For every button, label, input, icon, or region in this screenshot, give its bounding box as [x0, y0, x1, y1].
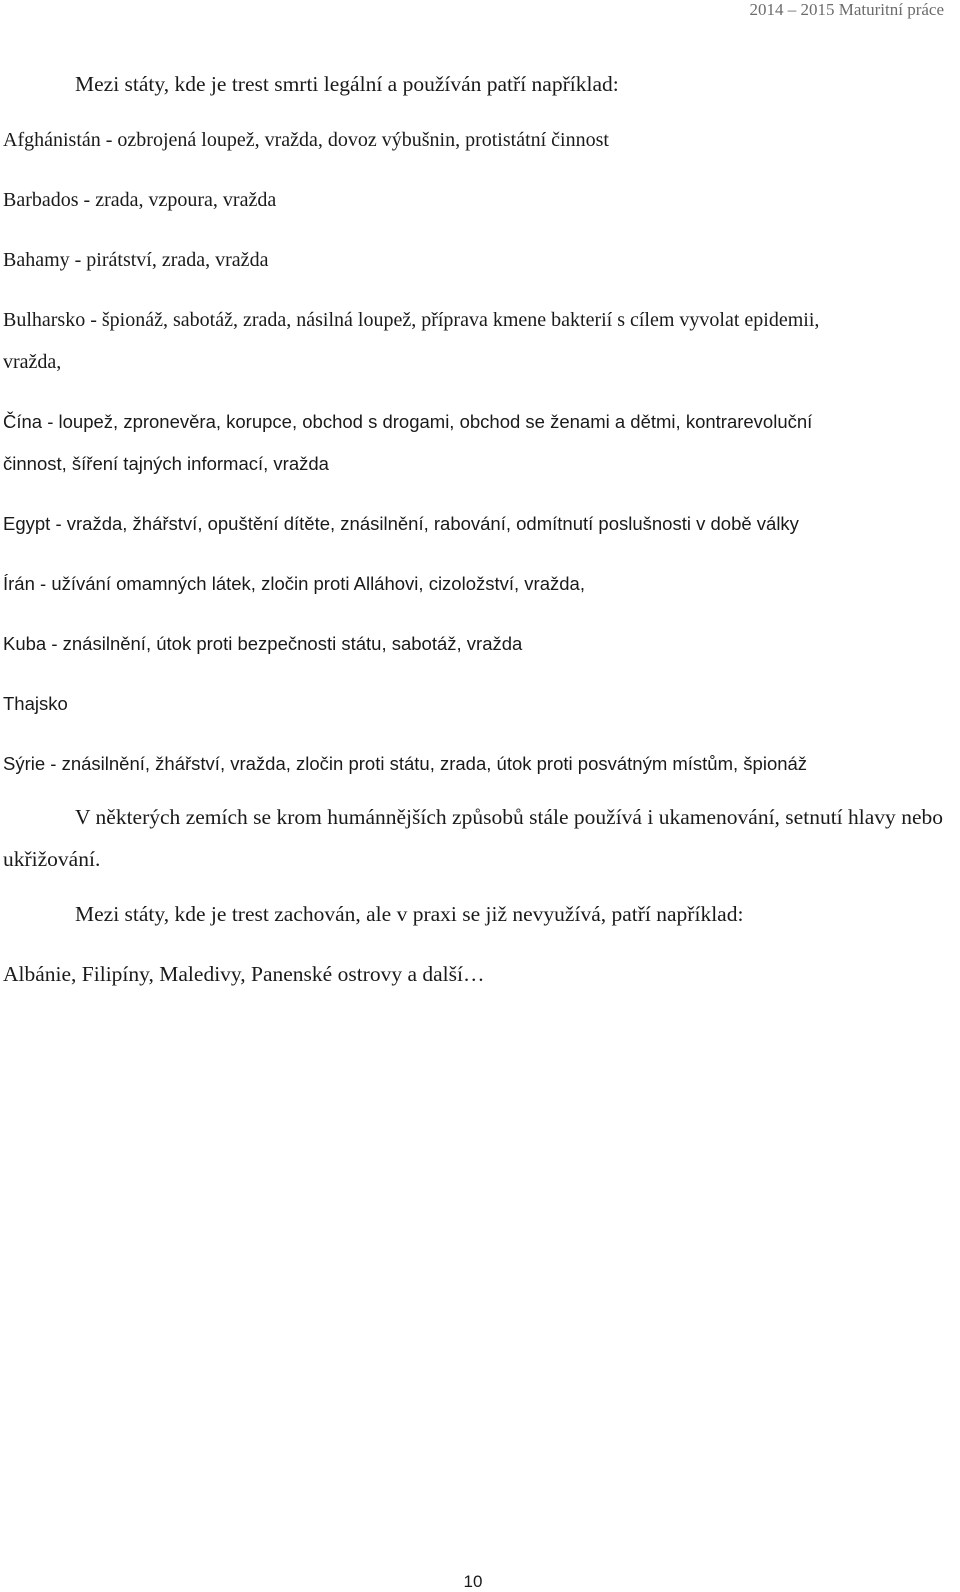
running-header: 2014 – 2015 Maturitní práce [749, 0, 944, 19]
country-entry-afghanistan: Afghánistán - ozbrojená loupež, vražda, dovoz výbušnin, protistátní činnost [3, 129, 609, 151]
country-entry-iran: Írán - užívání omamných látek, zločin proti Alláhovi, cizoložství, vražda, [3, 573, 585, 594]
page-number: 10 [463, 1572, 483, 1591]
country-entry-syria: Sýrie - znásilnění, žhářství, vražda, zločin proti státu, zrada, útok proti posvátným místům, špionáž [3, 753, 808, 774]
page-body [3, 68, 948, 990]
abolished-country-list: Albánie, Filipíny, Maledivy, Panenské ostrovy a další… [3, 962, 485, 986]
country-entry-thailand: Thajsko [3, 693, 68, 714]
country-entry-cuba: Kuba - znásilnění, útok proti bezpečnosti státu, sabotáž, vražda [3, 633, 523, 654]
other-methods-paragraph: V některých zemích se krom humánnějších způsobů stále používá i ukamenování, setnutí hlavy nebo ukřižování. [3, 805, 943, 871]
country-entry-china-continuation: činnost, šíření tajných informací, vražda [3, 453, 329, 474]
country-entry-china: Čína - loupež, zpronevěra, korupce, obchod s drogami, obchod se ženami a dětmi, kontrarevoluční [3, 411, 813, 432]
country-entry-barbados: Barbados - zrada, vzpoura, vražda [3, 189, 277, 211]
country-entry-bahamas: Bahamy - pirátství, zrada, vražda [3, 249, 269, 271]
intro-legal-paragraph: Mezi státy, kde je trest smrti legální a používán patří například: [75, 72, 619, 96]
country-entry-bulgaria-continuation: vražda, [3, 351, 62, 373]
intro-abolished-paragraph: Mezi státy, kde je trest zachován, ale v praxi se již nevyužívá, patří například: [75, 902, 744, 926]
country-entry-bulgaria: Bulharsko - špionáž, sabotáž, zrada, násilná loupež, příprava kmene bakterií s cílem vyvolat epidemii, [3, 309, 820, 331]
country-entry-egypt: Egypt - vražda, žhářství, opuštění dítěte, znásilnění, rabování, odmítnutí poslušnosti v době války [3, 513, 799, 534]
